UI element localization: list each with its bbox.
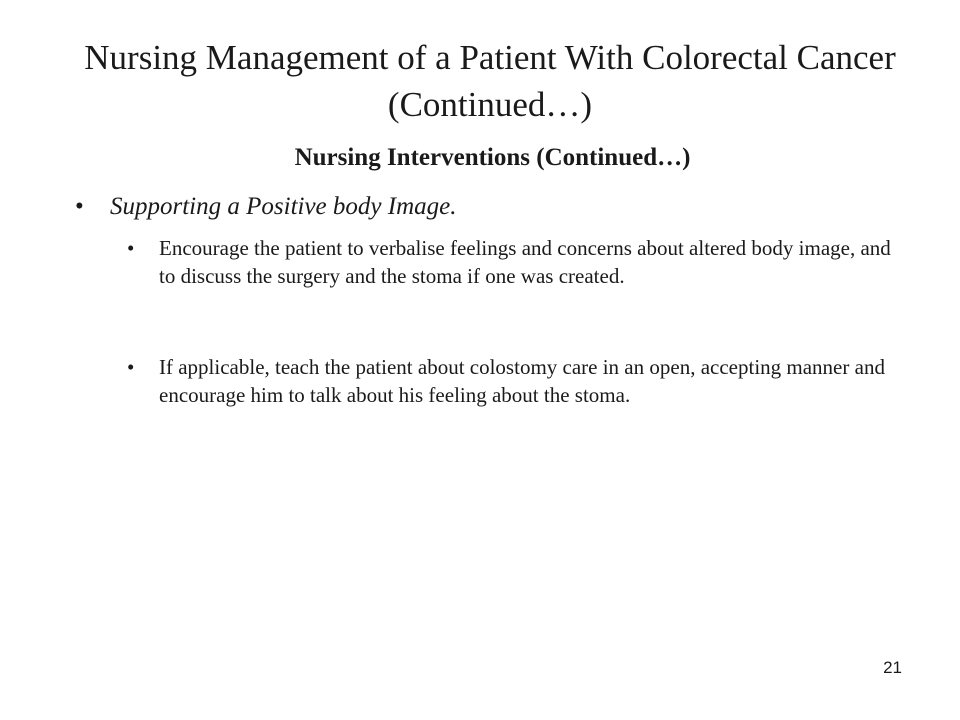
sub-bullet xyxy=(127,353,907,409)
sub-bullet xyxy=(127,234,907,290)
main-bullet-text: Supporting a Positive body Image. xyxy=(110,193,457,220)
page-number: 21 xyxy=(883,658,902,677)
bullet-marker: • xyxy=(75,193,84,220)
section-heading: Nursing Interventions (Continued…) xyxy=(294,144,691,171)
sub-bullet-text: If applicable, teach the patient about colostomy care in an open, accepting manner and encourage him to talk about his feeling about the stoma. xyxy=(159,355,885,407)
bullet-marker: • xyxy=(127,355,135,379)
bullet-marker: • xyxy=(127,236,135,260)
slide-title: Nursing Management of a Patient With Colorectal Cancer (Continued…) xyxy=(84,38,896,124)
sub-bullet-text: Encourage the patient to verbalise feelings and concerns about altered body image, and to discuss the surgery and the stoma if one was created. xyxy=(159,236,891,288)
